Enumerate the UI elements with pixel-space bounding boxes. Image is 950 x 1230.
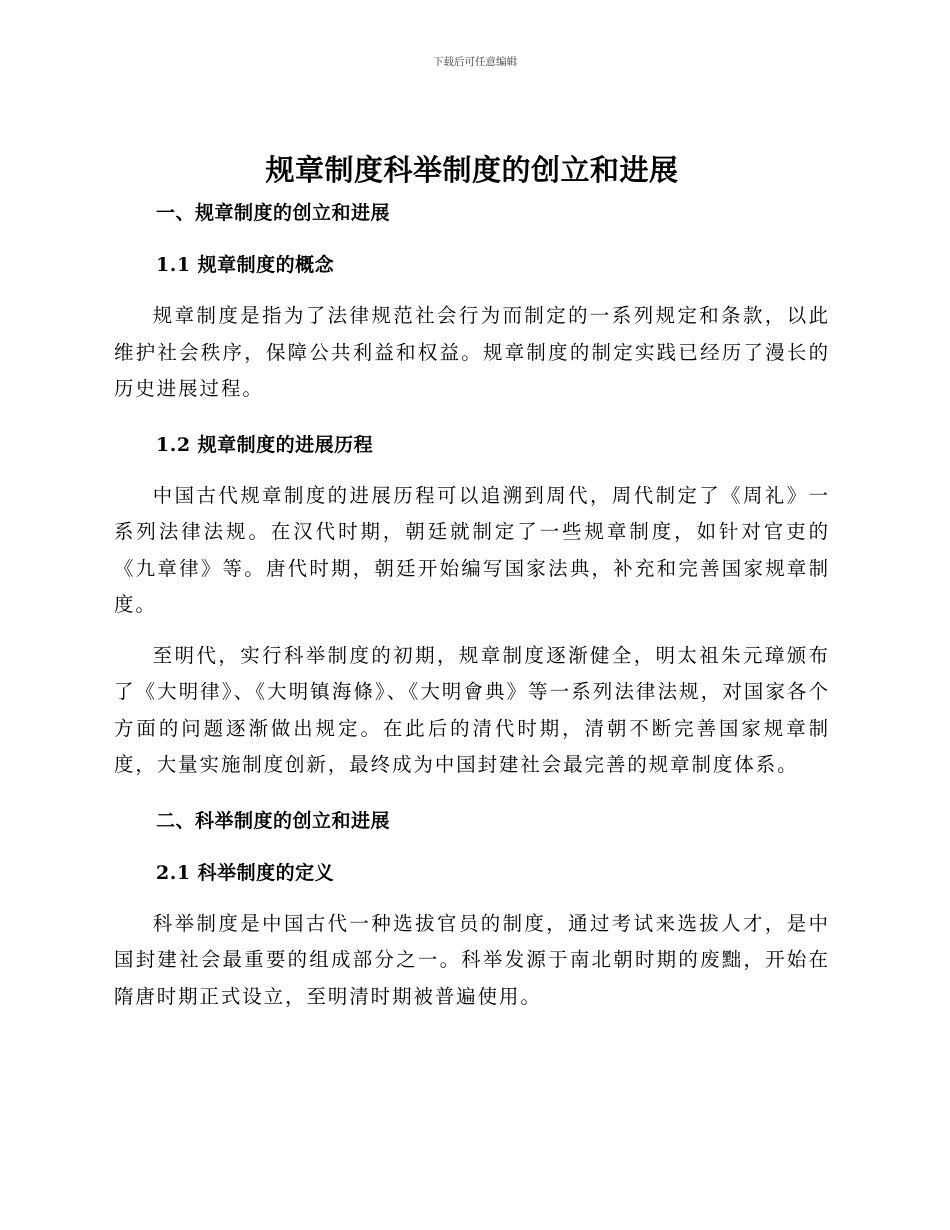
document-body bbox=[114, 148, 830, 1015]
section-1-1-paragraph: 规章制度是指为了法律规范社会行为而制定的一系列规定和条款，以此维护社会秩序，保障公共利益和权益。规章制度的制定实践已经历了漫长的历史进展过程。 bbox=[114, 304, 830, 400]
document-title: 规章制度科举制度的创立和进展 bbox=[265, 153, 679, 187]
section-1-1-heading: 1.1 规章制度的概念 bbox=[156, 254, 335, 276]
section-2-1-paragraph: 科举制度是中国古代一种选拔官员的制度，通过考试来选拔人才，是中国封建社会最重要的组成部分之一。科举发源于南北朝时期的废黜，开始在隋唐时期正式设立，至明清时期被普遍使用。 bbox=[114, 911, 830, 1008]
section-1-2-heading: 1.2 规章制度的进展历程 bbox=[156, 433, 374, 456]
header-note: 下载后可任意编辑 bbox=[433, 56, 517, 68]
section-2-1-heading: 2.1 科举制度的定义 bbox=[156, 861, 335, 884]
section-2-heading: 二、科举制度的创立和进展 bbox=[156, 809, 391, 832]
section-1-2-paragraph-1: 中国古代规章制度的进展历程可以追溯到周代，周代制定了《周礼》一系列法律法规。在汉代时期，朝廷就制定了一些规章制度，如针对官吏的《九章律》等。唐代时期，朝廷开始编写国家法典，补充和完善国家规章制度。 bbox=[114, 483, 830, 616]
section-1-heading: 一、规章制度的创立和进展 bbox=[156, 202, 391, 224]
section-1-2-paragraph-2: 至明代，实行科举制度的初期，规章制度逐渐健全，明太祖朱元璋颁布了《大明律》、《大明镇海條》、《大明會典》等一系列法律法规，对国家各个方面的问题逐渐做出规定。在此后的清代时期，清朝不断完善国家规章制度，大量实施制度创新，最终成为中国封建社会最完善的规章制度体系。 bbox=[114, 643, 830, 776]
